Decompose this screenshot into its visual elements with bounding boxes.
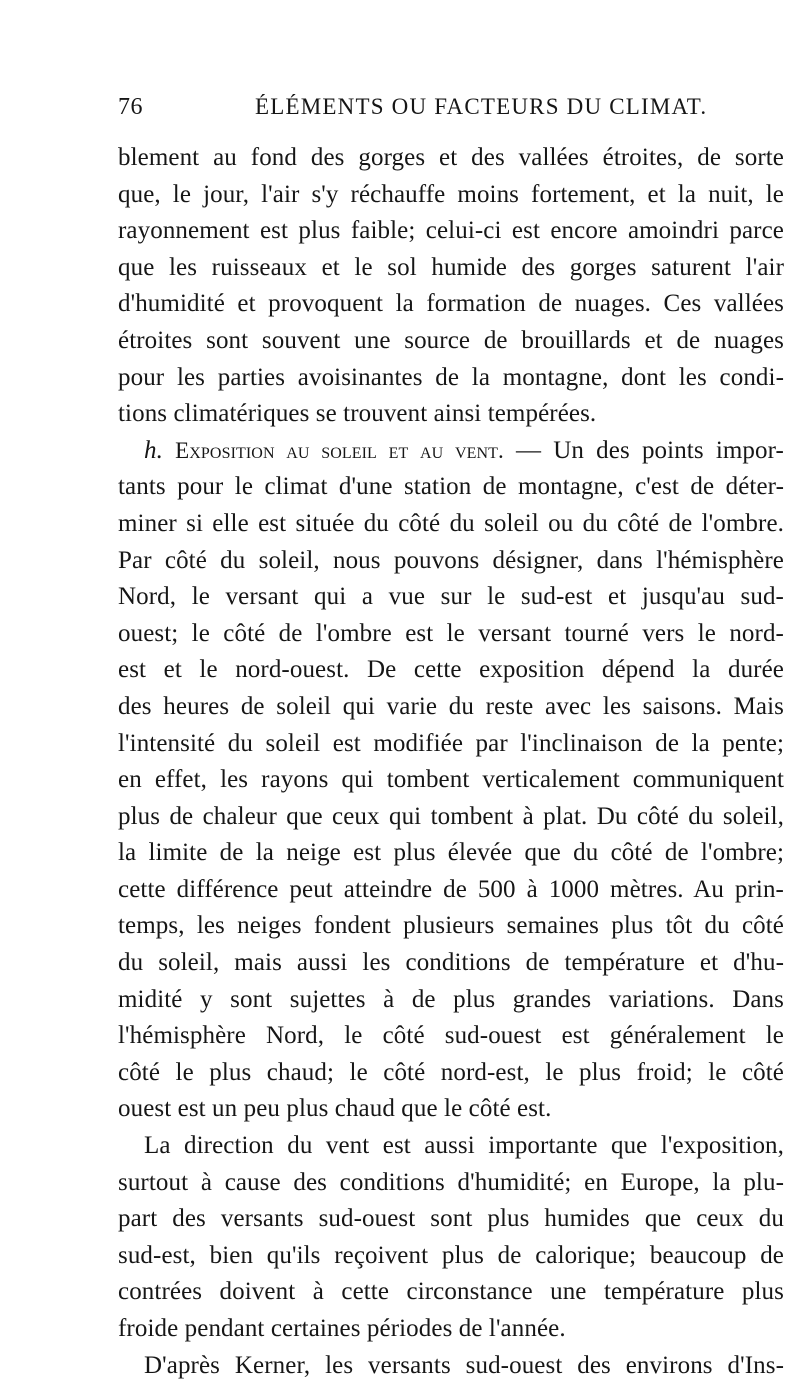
text-line: Nord, le versant qui a vue sur le sud-est et jusqu'au sud- (118, 583, 784, 611)
text-line: miner si elle est située du côté du soleil ou du côté de l'ombre. (118, 509, 784, 537)
running-head (118, 94, 778, 124)
text-line: côté le plus chaud; le côté nord-est, le plus froid; le côté (118, 1058, 784, 1086)
section-heading: Exposition au soleil et au vent. (175, 437, 504, 463)
text-line: temps, les neiges fondent plusieurs semaines plus tôt du côté (118, 912, 784, 940)
text-line: contrées doivent à cette circonstance une température plus (118, 1278, 784, 1306)
text-line: des heures de soleil qui varie du reste avec les saisons. Mais (118, 692, 784, 720)
text-line: la limite de la neige est plus élevée que du côté de l'ombre; (118, 839, 784, 867)
text-line: que les ruisseaux et le sol humide des gorges saturent l'air (118, 253, 784, 281)
body-text (118, 140, 784, 1384)
text-line: part des versants sud-ouest sont plus humides que ceux du (118, 1205, 784, 1233)
text-line: ouest; le côté de l'ombre est le versant tourné vers le nord- (118, 619, 784, 647)
text-line: cette différence peut atteindre de 500 à 1000 mètres. Au prin- (118, 875, 784, 903)
text-line: l'hémisphère Nord, le côté sud-ouest est généralement le (118, 1022, 784, 1050)
text-line: froide pendant certaines périodes de l'année. (118, 1315, 566, 1342)
running-title: ÉLÉMENTS OU FACTEURS DU CLIMAT. (255, 94, 708, 119)
text-line: d'humidité et provoquent la formation de nuages. Ces vallées (118, 290, 784, 318)
text-line: tants pour le climat d'une station de montagne, c'est de déter- (118, 473, 784, 501)
text-line: étroites sont souvent une source de brouillards et de nuages (118, 326, 784, 354)
text-line: surtout à cause des conditions d'humidité; en Europe, la plu- (118, 1168, 784, 1196)
section-label: h. (144, 436, 163, 464)
text-line: en effet, les rayons qui tombent verticalement communiquent (118, 766, 784, 794)
text-line: l'intensité du soleil est modifiée par l'inclinaison de la pente; (118, 729, 784, 757)
text-line: que, le jour, l'air s'y réchauffe moins fortement, et la nuit, le (118, 180, 784, 208)
text-line: rayonnement est plus faible; celui-ci est encore amoindri parce (118, 217, 784, 245)
section-heading-line (118, 433, 784, 470)
page-number: 76 (118, 94, 143, 120)
text-line: blement au fond des gorges et des vallées étroites, de sorte (118, 144, 784, 171)
text-line: La direction du vent est aussi importante que l'exposition, (144, 1132, 784, 1160)
text-line: D'après Kerner, les versants sud-ouest des environs d'Ins- (144, 1351, 784, 1379)
text-line: ouest est un peu plus chaud que le côté est. (118, 1095, 552, 1123)
text-line: Par côté du soleil, nous pouvons désigner, dans l'hémisphère (118, 546, 784, 574)
text-line: est et le nord-ouest. De cette exposition dépend la durée (118, 656, 784, 684)
section-heading-rest: — Un des points impor- (516, 436, 784, 464)
text-line: midité y sont sujettes à de plus grandes variations. Dans (118, 985, 784, 1013)
text-line: sud-est, bien qu'ils reçoivent plus de calorique; beaucoup de (118, 1241, 784, 1269)
text-line: du soleil, mais aussi les conditions de température et d'hu- (118, 949, 784, 977)
text-line: plus de chaleur que ceux qui tombent à plat. Du côté du soleil, (118, 802, 784, 830)
text-line: tions climatériques se trouvent ainsi tempérées. (118, 400, 597, 428)
text-line: pour les parties avoisinantes de la montagne, dont les condi- (118, 363, 784, 391)
